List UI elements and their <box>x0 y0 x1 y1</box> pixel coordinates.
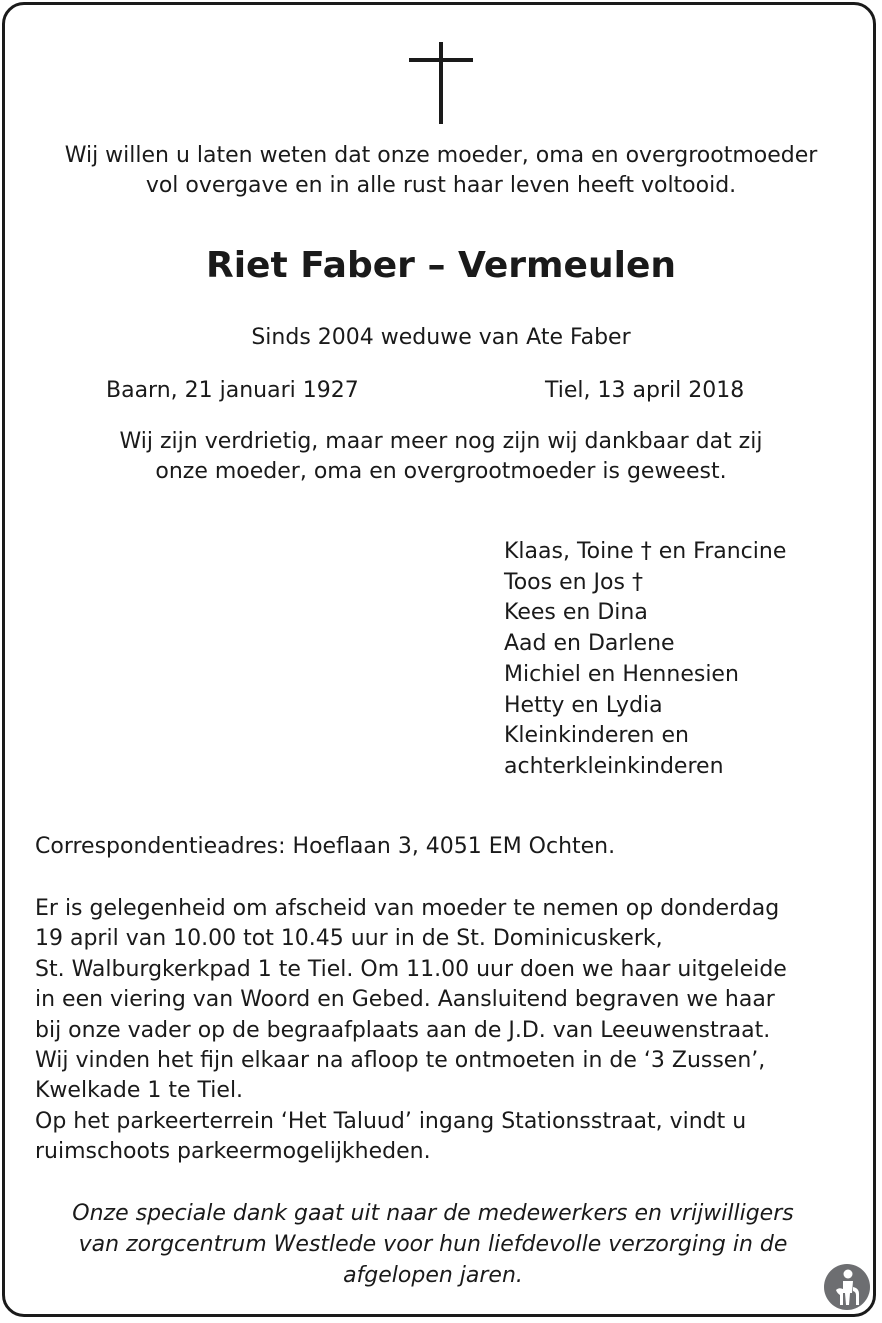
details-line: in een viering van Woord en Gebed. Aansluitend begraven we haar <box>35 987 775 1013</box>
gratitude-line: Wij zijn verdrietig, maar meer nog zijn wij dankbaar dat zij <box>119 429 763 454</box>
details-line: Op het parkeerterrein ‘Het Taluud’ ingang Stationsstraat, vindt u <box>35 1108 747 1134</box>
relative-entry: Toos en Jos † <box>504 569 643 595</box>
birth-info: Baarn, 21 januari 1927 <box>106 378 359 403</box>
relative-entry: achterkleinkinderen <box>504 753 724 779</box>
intro-line: vol overgave en in alle rust haar leven heeft voltooid. <box>145 173 737 198</box>
details-line: ruimschoots parkeermogelijkheden. <box>35 1139 431 1165</box>
correspondence-address: Correspondentieadres: Hoeflaan 3, 4051 EM Ochten. <box>35 834 616 859</box>
details-line: 19 april van 10.00 tot 10.45 uur in de St. Dominicuskerk, <box>35 926 663 952</box>
thanks-line: Onze speciale dank gaat uit naar de medewerkers en vrijwilligers <box>72 1201 794 1226</box>
relative-entry: Kleinkinderen en <box>504 723 689 749</box>
relative-entry: Klaas, Toine † en Francine <box>504 539 787 564</box>
death-info: Tiel, 13 april 2018 <box>545 378 745 403</box>
intro-text <box>0 141 882 201</box>
relative-entry: Michiel en Hennesien <box>504 661 739 687</box>
intro-line: Wij willen u laten weten dat onze moeder, oma en overgrootmoeder <box>64 143 818 168</box>
details-line: bij onze vader op de begraafplaats aan de J.D. van Leeuwenstraat. <box>35 1017 771 1043</box>
relative-entry: Hetty en Lydia <box>504 692 663 718</box>
farewell-details <box>35 894 787 1168</box>
gratitude-line: onze moeder, oma en overgrootmoeder is geweest. <box>155 459 727 484</box>
cross-icon <box>409 42 473 124</box>
widow-note: Sinds 2004 weduwe van Ate Faber <box>251 325 631 350</box>
relative-entry: Kees en Dina <box>504 600 648 626</box>
thanks-line: afgelopen jaren. <box>343 1263 523 1288</box>
gratitude-text <box>0 427 882 487</box>
thanks-note <box>0 1198 866 1291</box>
details-line: Wij vinden het fijn elkaar na afloop te ontmoeten in de ‘3 Zussen’, <box>35 1048 766 1074</box>
details-line: St. Walburgkerkpad 1 te Tiel. Om 11.00 uur doen we haar uitgeleide <box>35 956 787 982</box>
deceased-name: Riet Faber – Vermeulen <box>205 245 676 286</box>
thanks-line: van zorgcentrum Westlede voor hun liefdevolle verzorging in de <box>78 1232 788 1257</box>
details-line: Er is gelegenheid om afscheid van moeder te nemen op donderdag <box>35 896 780 921</box>
details-line: Kwelkade 1 te Tiel. <box>35 1078 244 1104</box>
relatives-list <box>504 537 786 783</box>
publisher-logo-icon <box>823 1263 871 1311</box>
relative-entry: Aad en Darlene <box>504 631 675 657</box>
